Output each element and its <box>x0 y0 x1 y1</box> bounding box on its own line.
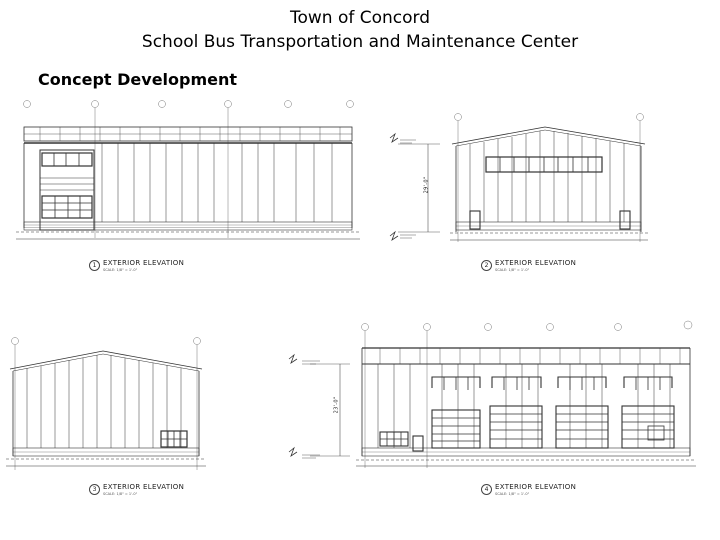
document-title-line1: Town of Concord <box>289 8 431 28</box>
elevation-4-caption <box>495 483 576 496</box>
elevation-2-caption <box>495 259 576 272</box>
elevation-3-number: 3 <box>89 484 100 495</box>
elevation-4-title: EXTERIOR ELEVATION <box>495 483 577 491</box>
dimension-label-4: 23'-0" <box>333 396 340 414</box>
elevation-3-scale: SCALE: 1/8" = 1'-0" <box>103 492 138 496</box>
section-heading: Concept Development <box>38 70 238 89</box>
elevation-1-caption <box>103 259 184 272</box>
elevation-2-title: EXTERIOR ELEVATION <box>495 259 577 267</box>
dimension-label-2: 29'-0" <box>423 176 430 194</box>
elevation-1-drawing <box>16 101 360 240</box>
elevation-3-title: EXTERIOR ELEVATION <box>103 483 185 491</box>
elevation-1-number: 1 <box>89 260 100 271</box>
elevation-2-scale: SCALE: 1/8" = 1'-0" <box>495 268 530 272</box>
elevation-2-number: 2 <box>481 260 492 271</box>
elevation-3-drawing <box>6 338 206 471</box>
elevation-1-title: EXTERIOR ELEVATION <box>103 259 185 267</box>
elevation-1-scale: SCALE: 1/8" = 1'-0" <box>103 268 138 272</box>
document-title-line2: School Bus Transportation and Maintenance Center <box>141 32 579 52</box>
elevation-3-caption <box>103 483 184 496</box>
elevation-4-scale: SCALE: 1/8" = 1'-0" <box>495 492 530 496</box>
elevation-4-number: 4 <box>481 484 492 495</box>
elevation-4-drawing <box>289 321 696 468</box>
